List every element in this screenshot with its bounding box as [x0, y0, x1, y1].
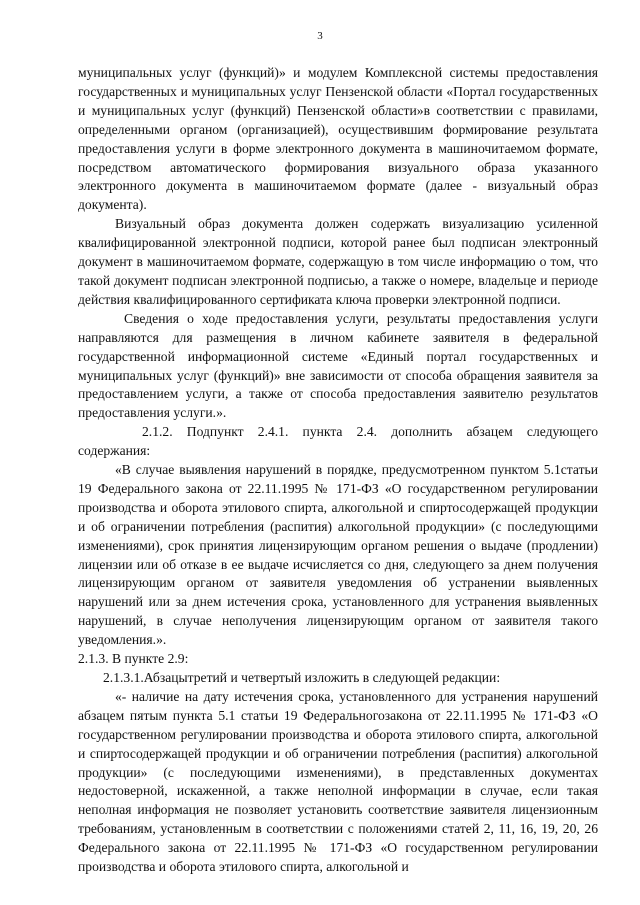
document-body: [78, 64, 598, 877]
paragraph-clause-2-1-3: 2.1.3. В пункте 2.9:: [78, 651, 189, 667]
paragraph-service-info: Сведения о ходе предоставления услуги, результаты предоставления услуги направляются для размещения в личном кабинете заявителя в федеральной государственной информационной системе «Единый портал государственных и муниципальных услуг (функций)» вне зависимости от способа обращения заявителя за предоставлением услуги, а также от способа предоставления заявителю результатов предоставления услуги.».: [78, 310, 598, 421]
paragraph-continuation: муниципальных услуг (функций)» и модулем Комплексной системы предоставления государственных и муниципальных услуг Пензенской области «Портал государственных и муниципальных услуг (функций) Пензенской области»в соответствии с правилами, определенными органом (организацией), осуществившим формирование результата предоставления услуги в форме электронного документа в машиночитаемом формате, посредством автоматического формирования визуального образа указанного электронного документа в машиночитаемом формате (далее - визуальный образ документа).: [78, 65, 598, 213]
paragraph-clause-2-1-3-1: 2.1.3.1.Абзацытретий и четвертый изложить в следующей редакции:: [103, 670, 501, 685]
paragraph-visual-image: Визуальный образ документа должен содержать визуализацию усиленной квалифицированной электронной подписи, которой ранее был подписан электронный документ в машиночитаемом формате, содержащую в том числе информацию о том, что такой документ подписан электронной подписью, а также о номере, владельце и периоде действия квалифицированного сертификата ключа проверки электронной подписи.: [78, 216, 598, 307]
paragraph-grounds: «- наличие на дату истечения срока, установленного для устранения нарушений абзацем пятым пункта 5.1 статьи 19 Федеральногозакона от 22.11.1995 № 171-ФЗ «О государственном регулировании производства и оборота этилового спирта, алкогольной и спиртосодержащей продукции и об ограничении потребления (распития) алкогольной продукции» (с последующими изменениями), в представленных документах недостоверной, искаженной, а также неполной информации в случае, если такая неполная информация не позволяет установить соответствие заявителя лицензионным требованиям, установленным в соответствии с положениями статей 2, 11, 16, 19, 20, 26 Федерального закона от 22.11.1995 № 171-ФЗ «О государственном регулировании производства и оборота этилового спирта, алкогольной и: [78, 688, 598, 875]
paragraph-violations: «В случае выявления нарушений в порядке, предусмотренном пунктом 5.1статьи 19 Федерального закона от 22.11.1995 № 171-ФЗ «О государственном регулировании производства и оборота этилового спирта, алкогольной и спиртосодержащей продукции и об ограничении потребления (распития) алкогольной продукции» (с последующими изменениями), срок принятия лицензирующим органом решения о выдаче (продлении) лицензии или об отказе в ее выдаче исчисляется со дня, следующего за днем получения лицензирующим органом от заявителя уведомления об устранении выявленных нарушений или за днем истечения срока, установленного для устранения выявленных нарушений, в случае неполучения лицензирующим органом от заявителя такого уведомления.».: [78, 462, 598, 648]
page-number: 3: [317, 30, 323, 42]
paragraph-clause-2-1-2: 2.1.2. Подпункт 2.4.1. пункта 2.4. дополнить абзацем следующего содержания:: [78, 424, 598, 459]
